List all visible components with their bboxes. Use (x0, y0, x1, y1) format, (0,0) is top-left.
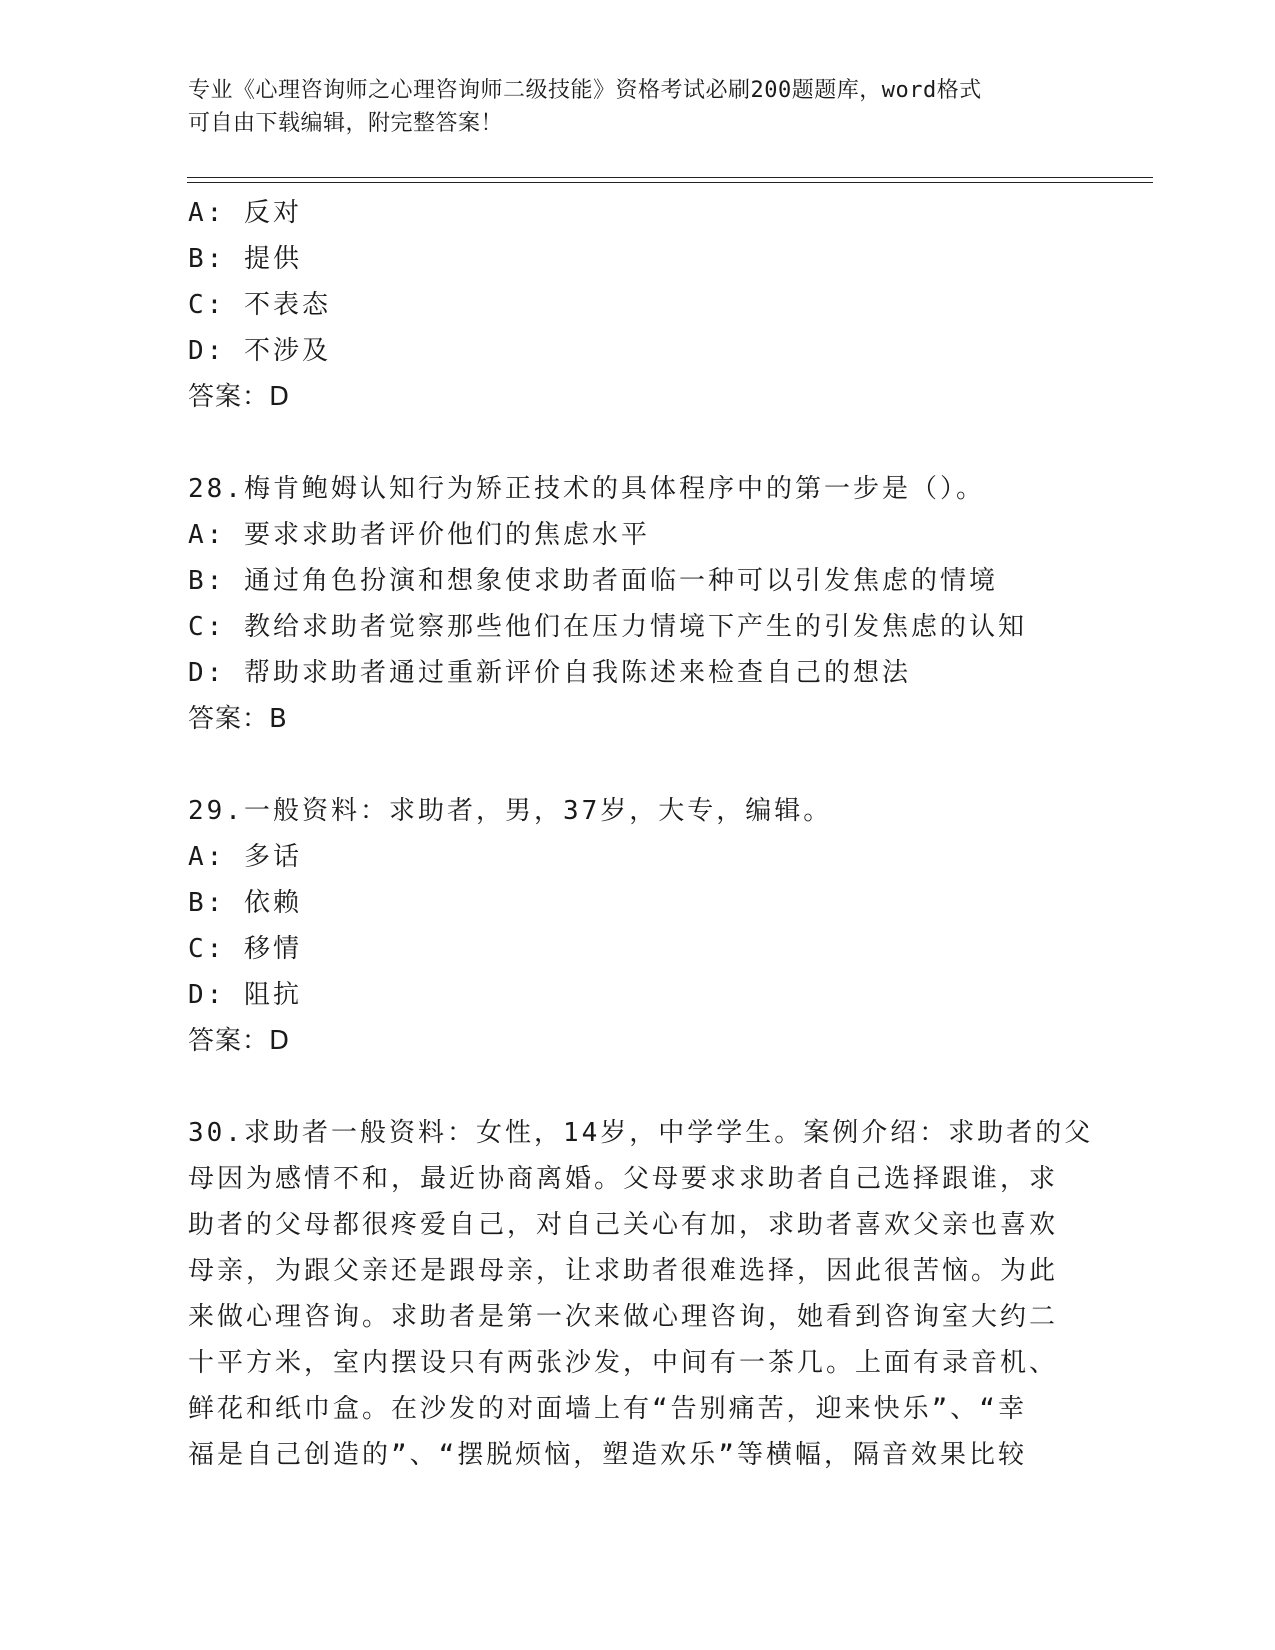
question-text-line: 来做心理咨询。求助者是第一次来做心理咨询，她看到咨询室大约二 (188, 1302, 1059, 1332)
option-c: C: 教给求助者觉察那些他们在压力情境下产生的引发焦虑的认知 (188, 612, 1027, 642)
question-text-line: 助者的父母都很疼爱自己，对自己关心有加，求助者喜欢父亲也喜欢 (188, 1210, 1059, 1240)
question-text: 29.一般资料：求助者，男，37岁，大专，编辑。 (188, 796, 833, 826)
answer-line: 答案：D (188, 1026, 291, 1056)
option-d: D: 阻抗 (188, 980, 302, 1010)
question-text-line: 鲜花和纸巾盒。在沙发的对面墙上有“告别痛苦，迎来快乐”、“幸 (188, 1394, 1027, 1424)
question-text-line: 30.求助者一般资料：女性，14岁，中学学生。案例介绍：求助者的父 (188, 1118, 1094, 1148)
option-a: A: 要求求助者评价他们的焦虑水平 (188, 520, 650, 550)
option-d: D: 不涉及 (188, 336, 331, 366)
question-text-line: 母亲，为跟父亲还是跟母亲，让求助者很难选择，因此很苦恼。为此 (188, 1256, 1059, 1286)
spacer (188, 742, 1088, 788)
question-text: 28.梅肯鲍姆认知行为矫正技术的具体程序中的第一步是（）。 (188, 474, 985, 504)
header-divider (187, 177, 1153, 183)
question-28-block (188, 466, 1088, 742)
answer-line: 答案：D (188, 382, 291, 412)
answer-line: 答案：B (188, 704, 288, 734)
option-c: C: 移情 (188, 934, 302, 964)
question-30-block (188, 1110, 1094, 1478)
question-text-line: 母因为感情不和，最近协商离婚。父母要求求助者自己选择跟谁，求 (188, 1164, 1059, 1194)
spacer (188, 1064, 1088, 1110)
option-b: B: 提供 (188, 244, 302, 274)
question-27-block (188, 190, 1088, 420)
option-a: A: 反对 (188, 198, 302, 228)
option-b: B: 通过角色扮演和想象使求助者面临一种可以引发焦虑的情境 (188, 566, 998, 596)
question-29-block (188, 788, 1088, 1064)
header-line-1: 专业《心理咨询师之心理咨询师二级技能》资格考试必刷200题题库，word格式 (188, 78, 982, 103)
option-b: B: 依赖 (188, 888, 302, 918)
question-text-line: 十平方米，室内摆设只有两张沙发，中间有一茶几。上面有录音机、 (188, 1348, 1059, 1378)
question-text-line: 福是自己创造的”、“摆脱烦恼，塑造欢乐”等横幅，隔音效果比较 (188, 1440, 1027, 1470)
option-d: D: 帮助求助者通过重新评价自我陈述来检查自己的想法 (188, 658, 911, 688)
option-a: A: 多话 (188, 842, 302, 872)
spacer (188, 420, 1088, 466)
document-body (188, 190, 1094, 1478)
header-line-2: 可自由下载编辑，附完整答案！ (188, 111, 504, 136)
option-c: C: 不表态 (188, 290, 331, 320)
document-header (188, 74, 1088, 140)
